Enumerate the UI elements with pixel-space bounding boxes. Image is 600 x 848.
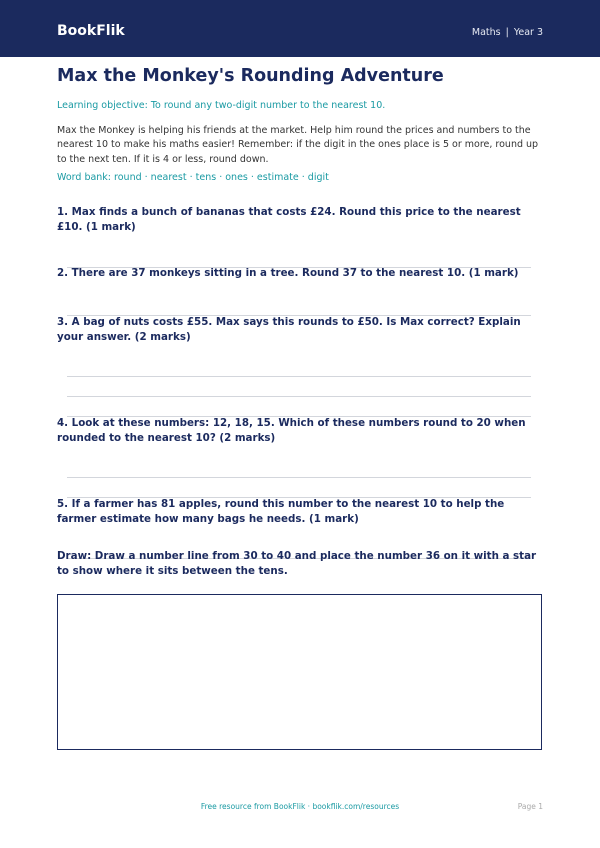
subject-label: Maths: [471, 27, 501, 38]
brand-logo[interactable]: BookFlik: [57, 23, 125, 39]
answer-line[interactable]: [67, 477, 531, 478]
word-bank: Word bank: round · nearest · tens · ones · estimate · digit: [57, 172, 329, 183]
question-1: 1. Max finds a bunch of bananas that costs £24. Round this price to the nearest £10. (1 mark): [57, 206, 521, 233]
header-meta: [472, 27, 543, 38]
worksheet-title: Max the Monkey's Rounding Adventure: [57, 66, 444, 86]
answer-line[interactable]: [67, 376, 531, 377]
intro-paragraph: Max the Monkey is helping his friends at the market. Help him round the prices and numbers to the nearest 10 to make his maths easier! Remember: if the digit in the ones place is 5 or more, round up to the next ten. If it is 4 or less, round down.: [57, 125, 539, 165]
question-5: 5. If a farmer has 81 apples, round this number to the nearest 10 to help the farmer estimate how many bags he needs. (1 mark): [57, 498, 505, 525]
page-number: Page 1: [517, 802, 543, 811]
meta-separator: |: [505, 27, 509, 38]
draw-task: Draw: Draw a number line from 30 to 40 and place the number 36 on it with a star to show where it sits between the tens.: [57, 550, 537, 577]
header-bar: [0, 0, 600, 57]
footer-credit[interactable]: Free resource from BookFlik · bookflik.com/resources: [200, 802, 400, 811]
question-4: 4. Look at these numbers: 12, 18, 15. Which of these numbers round to 20 when rounded to the nearest 10? (2 marks): [57, 417, 526, 444]
question-2: 2. There are 37 monkeys sitting in a tree. Round 37 to the nearest 10. (1 mark): [57, 267, 519, 279]
question-3: 3. A bag of nuts costs £55. Max says this rounds to £50. Is Max correct? Explain your answer. (2 marks): [57, 316, 521, 343]
year-label: Year 3: [513, 27, 543, 38]
drawing-box[interactable]: [57, 594, 542, 750]
learning-objective: Learning objective: To round any two-digit number to the nearest 10.: [57, 100, 386, 111]
answer-line[interactable]: [67, 396, 531, 397]
